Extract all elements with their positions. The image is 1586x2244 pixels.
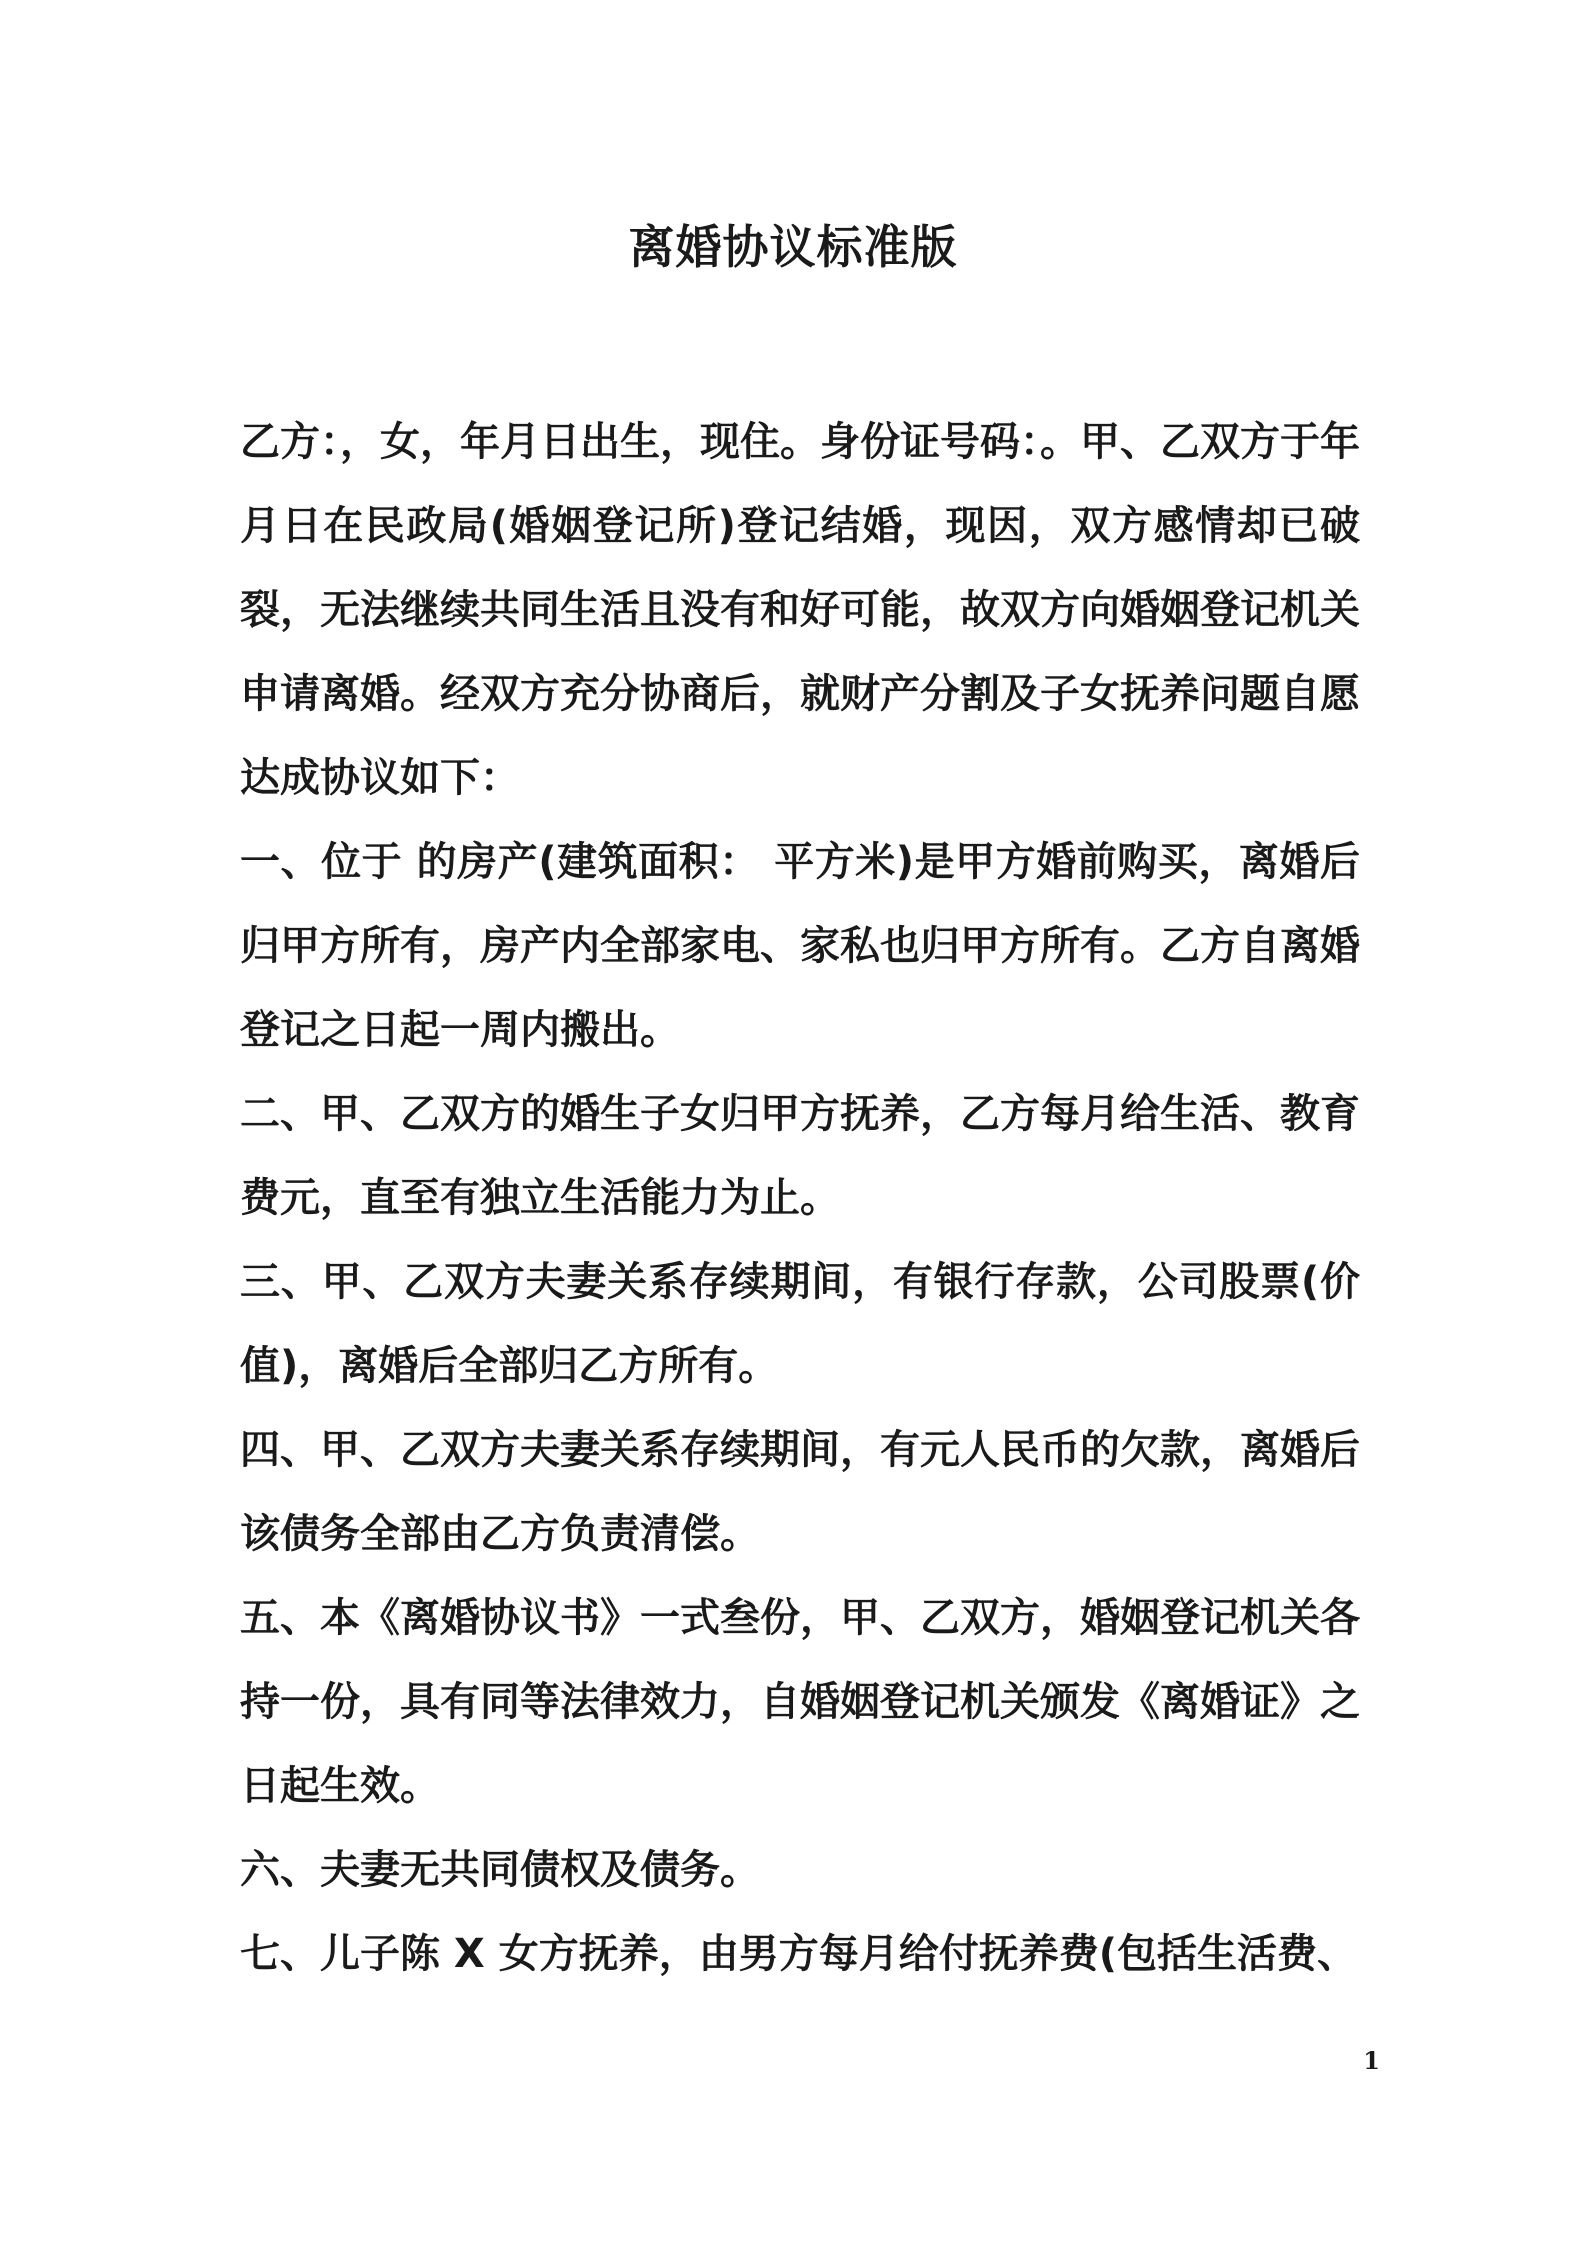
paragraph-clause-3: 三、甲、乙双方夫妻关系存续期间，有银行存款，公司股票(价值)，离婚后全部归乙方所有。 <box>240 1259 1360 1389</box>
document-title: 离婚协议标准版 <box>628 220 958 274</box>
paragraph-clause-1: 一、位于 的房产(建筑面积： 平方米)是甲方婚前购买，离婚后归甲方所有，房产内全部家电、家私也归甲方所有。乙方自离婚登记之日起一周内搬出。 <box>240 839 1360 1053</box>
paragraph-clause-2: 二、甲、乙双方的婚生子女归甲方抚养，乙方每月给生活、教育费元，直至有独立生活能力为止。 <box>240 1091 1360 1221</box>
paragraph-clause-5: 五、本《离婚协议书》一式叁份，甲、乙双方，婚姻登记机关各持一份，具有同等法律效力，自婚姻登记机关颁发《离婚证》之日起生效。 <box>240 1595 1360 1809</box>
paragraph-clause-6: 六、夫妻无共同债权及债务。 <box>240 1847 760 1893</box>
paragraph-clause-7: 七、儿子陈 X 女方抚养，由男方每月给付抚养费(包括生活费、 <box>240 1931 1357 1977</box>
paragraph-clause-4: 四、甲、乙双方夫妻关系存续期间，有元人民币的欠款，离婚后该债务全部由乙方负责清偿。 <box>240 1427 1360 1557</box>
paragraph-intro: 乙方：，女，年月日出生，现住。身份证号码：。甲、乙双方于年月日在民政局(婚姻登记所)登记结婚，现因，双方感情却已破裂，无法继续共同生活且没有和好可能，故双方向婚姻登记机关申请离婚。经双方充分协商后，就财产分割及子女抚养问题自愿达成协议如下： <box>240 419 1360 801</box>
page-number: 1 <box>1363 2046 1380 2075</box>
document-body <box>240 400 1360 1996</box>
